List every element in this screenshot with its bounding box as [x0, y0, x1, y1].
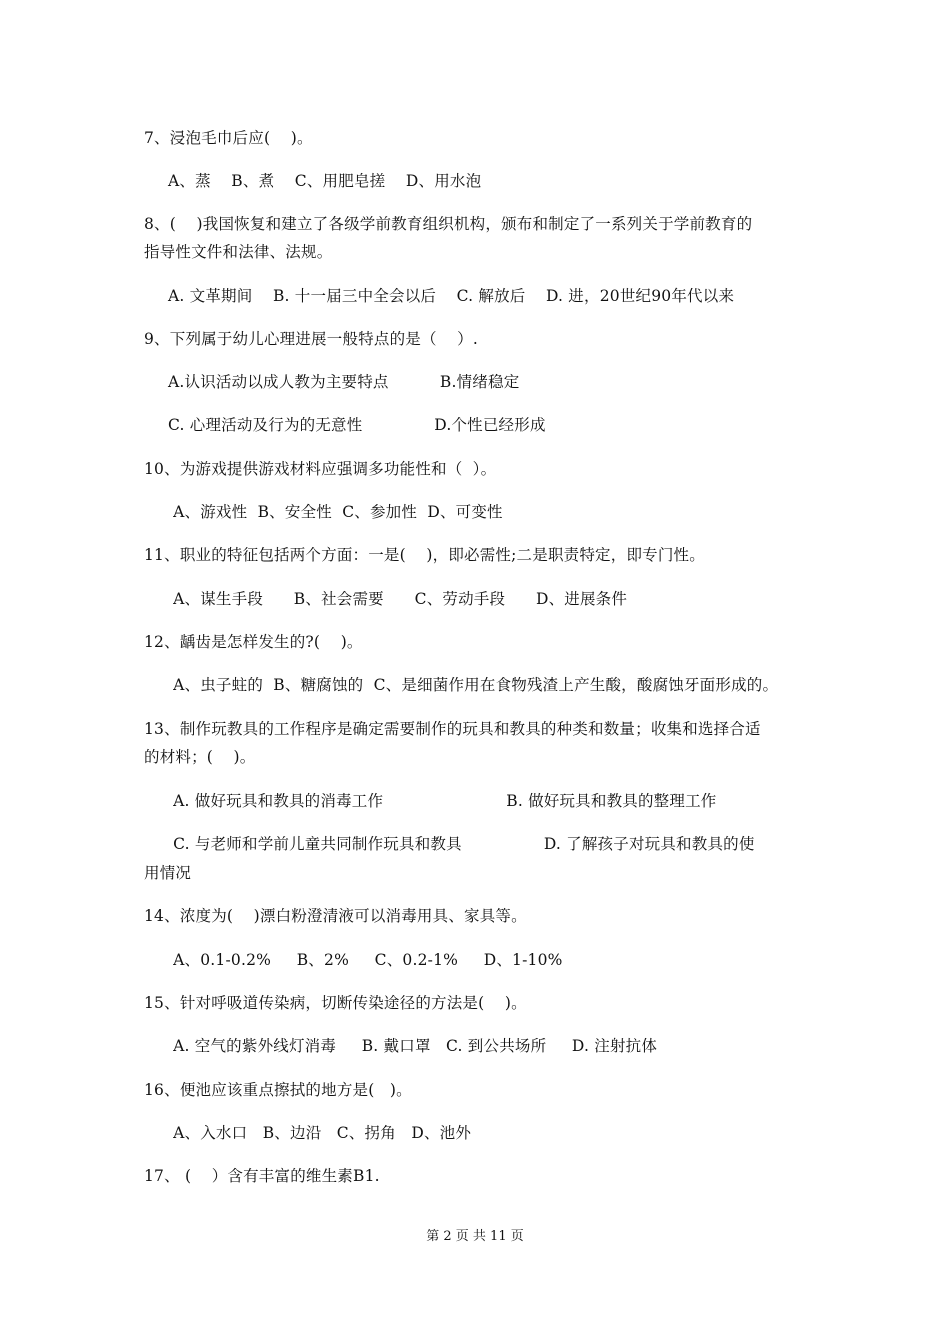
question-13-line-2: 的材料；( )。: [144, 748, 256, 766]
question-13-continuation: 用情况: [144, 864, 192, 882]
question-13-options-row-2: C. 与老师和学前儿童共同制作玩具和教具 D. 了解孩子对玩具和教具的使: [168, 835, 755, 853]
question-8-line-2: 指导性文件和法律、法规。: [144, 243, 333, 261]
question-12: 12、龋齿是怎样发生的?( )。: [144, 633, 363, 651]
question-11-options: A、谋生手段 B、社会需要 C、劳动手段 D、进展条件: [168, 590, 628, 608]
question-9: 9、下列属于幼儿心理进展一般特点的是（ ）.: [144, 330, 478, 348]
question-14-options: A、0.1-0.2% B、2% C、0.2-1% D、1-10%: [168, 951, 563, 969]
question-15: 15、针对呼吸道传染病，切断传染途径的方法是( )。: [144, 994, 527, 1012]
question-14: 14、浓度为( )漂白粉澄清液可以消毒用具、家具等。: [144, 907, 527, 925]
question-7-options: A、蒸 B、煮 C、用肥皂搓 D、用水泡: [168, 172, 482, 190]
question-12-options: A、虫子蛀的 B、糖腐蚀的 C、是细菌作用在食物残渣上产生酸，酸腐蚀牙面形成的。: [168, 676, 779, 694]
question-9-options-row-2: C. 心理活动及行为的无意性 D.个性已经形成: [168, 416, 546, 434]
question-11: 11、职业的特征包括两个方面：一是( )，即必需性;二是职责特定，即专门性。: [144, 546, 705, 564]
question-16-options: A、入水口 B、边沿 C、拐角 D、池外: [168, 1124, 472, 1142]
question-16: 16、便池应该重点擦拭的地方是( )。: [144, 1081, 412, 1099]
question-13-line-1: 13、制作玩教具的工作程序是确定需要制作的玩具和教具的种类和数量；收集和选择合适: [144, 720, 761, 738]
question-10: 10、为游戏提供游戏材料应强调多功能性和（ ）。: [144, 460, 497, 478]
question-7: 7、浸泡毛巾后应( )。: [144, 129, 313, 147]
question-8-line-1: 8、( )我国恢复和建立了各级学前教育组织机构，颁布和制定了一系列关于学前教育的: [144, 215, 753, 233]
question-17: 17、 ( ）含有丰富的维生素B1.: [144, 1167, 380, 1185]
question-9-options-row-1: A.认识活动以成人教为主要特点 B.情绪稳定: [168, 373, 520, 391]
question-15-options: A. 空气的紫外线灯消毒 B. 戴口罩 C. 到公共场所 D. 注射抗体: [168, 1037, 658, 1055]
question-13-options-row-1: A. 做好玩具和教具的消毒工作 B. 做好玩具和教具的整理工作: [168, 792, 717, 810]
page-number-footer: 第 2 页 共 11 页: [426, 1229, 524, 1244]
question-8-options: A. 文革期间 B. 十一届三中全会以后 C. 解放后 D. 进，20世纪90年代以来: [168, 287, 735, 305]
question-10-options: A、游戏性 B、安全性 C、参加性 D、可变性: [168, 503, 503, 521]
